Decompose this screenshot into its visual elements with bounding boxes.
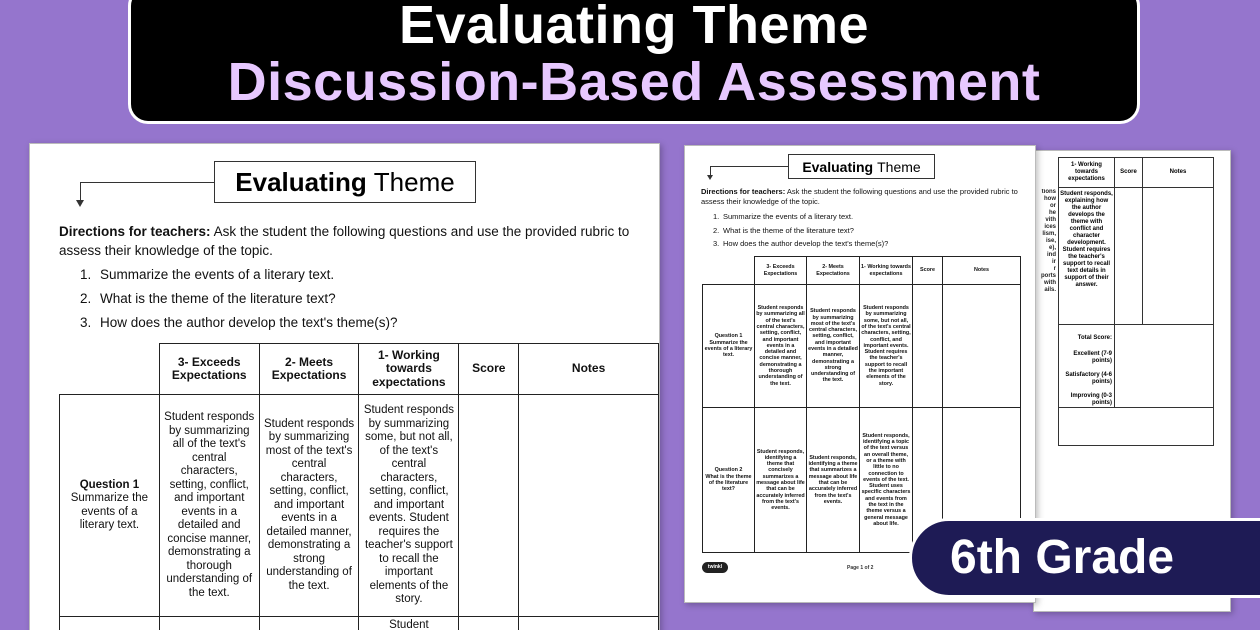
rubric-table-small — [702, 256, 1021, 553]
twinkl-logo: twinkl — [702, 562, 728, 573]
rubric-cell: Student — [359, 617, 459, 630]
worksheet-preview-large — [29, 143, 660, 630]
title-connector — [710, 166, 788, 167]
rubric-cell — [259, 617, 359, 630]
title-banner — [128, 0, 1140, 124]
directions-label: Directions for teachers: — [59, 224, 211, 239]
score-cell — [459, 395, 519, 617]
score-summary: Total Score: Excellent (7-9 points) Satisfactory (4-6 points) Improving (0-3 points) — [1059, 325, 1115, 408]
notes-cell — [519, 395, 659, 617]
rubric-cell: Student responds, identifying a theme that concisely summarizes a message about life that can be accurately inferred from the text's events. — [755, 408, 807, 553]
rubric-cell — [159, 617, 259, 630]
table-row — [60, 395, 659, 617]
rubric-cell: Student responds, identifying a theme that summarizes a message about life that can be accurately inferred from the text's events. — [807, 408, 860, 553]
directions-text — [59, 222, 634, 260]
rubric-cell: Student responds, explaining how the author develops the theme with conflict and character development. Student requires the teacher's support to recall text details in support of their answer. — [1059, 188, 1115, 325]
list-item: 1. Summarize the events of a literary text. — [713, 212, 854, 221]
rubric-cell: Student responds, identifying a topic of the text versus an overall theme, or a theme with little to no connection to events of the text. Student uses specific characters and events from the text in the theme versus a general message about life. — [860, 408, 913, 553]
row-label — [60, 617, 160, 630]
list-item: 2. What is the theme of the literature text? — [713, 225, 854, 235]
page-number: Page 1 of 2 — [847, 565, 874, 571]
title-connector — [80, 182, 214, 183]
rubric-header: 2- Meets Expectations — [259, 344, 359, 395]
table-row — [1059, 408, 1214, 446]
directions-text-small: Directions for teachers: Ask the student the following questions and use the provided rubric to assess their knowledge of the topic. — [701, 187, 1018, 206]
row-label: Question 1 Summarize the events of a literary text. — [703, 285, 755, 408]
page2-cut-text: tions how or he vith ices lism, ise, e), ind ir r ports with ails. — [1041, 189, 1056, 293]
rubric-cell: Student responds by summarizing all of the text's central characters, setting, conflict, and important events in a detailed and concise manner, demonstrating a thorough understanding of the text. — [755, 285, 807, 408]
arrow-down-icon — [707, 175, 713, 180]
page2-rubric-table — [1058, 157, 1214, 446]
question-list — [80, 263, 398, 335]
table-row — [1059, 325, 1214, 408]
list-item: 3. How does the author develop the text's theme(s)? — [80, 315, 398, 330]
score-cell — [913, 285, 943, 408]
list-item: 3. How does the author develop the text's theme(s)? — [713, 239, 889, 248]
rubric-header: 3- Exceeds Expectations — [159, 344, 259, 395]
rubric-corner — [60, 344, 160, 395]
table-row — [60, 617, 659, 630]
rubric-table — [59, 343, 659, 630]
row-label: Question 2 What is the theme of the literature text? — [703, 408, 755, 553]
table-row — [1059, 188, 1214, 325]
banner-subtitle: Discussion-Based Assessment — [227, 52, 1041, 112]
blank-row — [1059, 408, 1214, 446]
worksheet-title-bold: Evaluating — [235, 166, 367, 197]
score-total-cell — [1115, 325, 1214, 408]
rubric-header: 1- Working towards expectations — [860, 257, 913, 285]
rubric-header: Notes — [1143, 158, 1214, 188]
list-item: 2. What is the theme of the literature text? — [80, 291, 336, 306]
rubric-header: 2- Meets Expectations — [807, 257, 860, 285]
notes-cell — [1143, 188, 1214, 325]
rubric-header: Score — [913, 257, 943, 285]
rubric-cell: Student responds by summarizing some, but not all, of the text's central characters, setting, conflict, and important events. Student requires the teacher's support to recall the important elements of the story. — [359, 395, 459, 617]
worksheet-title-small: Evaluating Theme — [788, 154, 935, 179]
banner-title: Evaluating Theme — [398, 0, 870, 55]
rubric-header: 1- Working towards expectations — [359, 344, 459, 395]
list-item: 1. Summarize the events of a literary text. — [80, 267, 335, 282]
rubric-header: Notes — [519, 344, 659, 395]
worksheet-title-rest: Theme — [373, 166, 455, 197]
rubric-header: 3- Exceeds Expectations — [755, 257, 807, 285]
score-cell — [1115, 188, 1143, 325]
table-row — [703, 257, 1021, 285]
notes-cell — [519, 617, 659, 630]
table-row — [60, 344, 659, 395]
rubric-header: 1- Working towards expectations — [1059, 158, 1115, 188]
title-connector-vertical — [80, 182, 81, 200]
rubric-header: Score — [459, 344, 519, 395]
rubric-header: Score — [1115, 158, 1143, 188]
grade-badge: 6th Grade — [909, 518, 1260, 598]
rubric-cell: Student responds by summarizing most of the text's central characters, setting, conflict, and important events in a detailed manner, demonstrating a strong understanding of the text. — [259, 395, 359, 617]
rubric-cell: Student responds by summarizing some, but not all, of the text's central characters, setting, conflict, and important events. Student requires the teacher's support to recall the important elements of the story. — [860, 285, 913, 408]
row-label: Question 1 Summarize the events of a literary text. — [60, 395, 160, 617]
rubric-header: Notes — [943, 257, 1021, 285]
notes-cell — [943, 285, 1021, 408]
rubric-cell: Student responds by summarizing all of the text's central characters, setting, conflict, and important events in a detailed and concise manner, demonstrating a thorough understanding of the text. — [159, 395, 259, 617]
rubric-cell: Student responds by summarizing most of the text's central characters, setting, conflict, and important events in a detailed manner, demonstrating a strong understanding of the text. — [807, 285, 860, 408]
table-row — [1059, 158, 1214, 188]
worksheet-title — [214, 161, 476, 203]
table-row — [703, 285, 1021, 408]
question-list-small — [713, 210, 888, 251]
score-cell — [459, 617, 519, 630]
arrow-down-icon — [76, 200, 84, 207]
directions-body: Ask the student the following questions and use the provided rubric to assess their knowledge of the topic. — [59, 224, 630, 258]
